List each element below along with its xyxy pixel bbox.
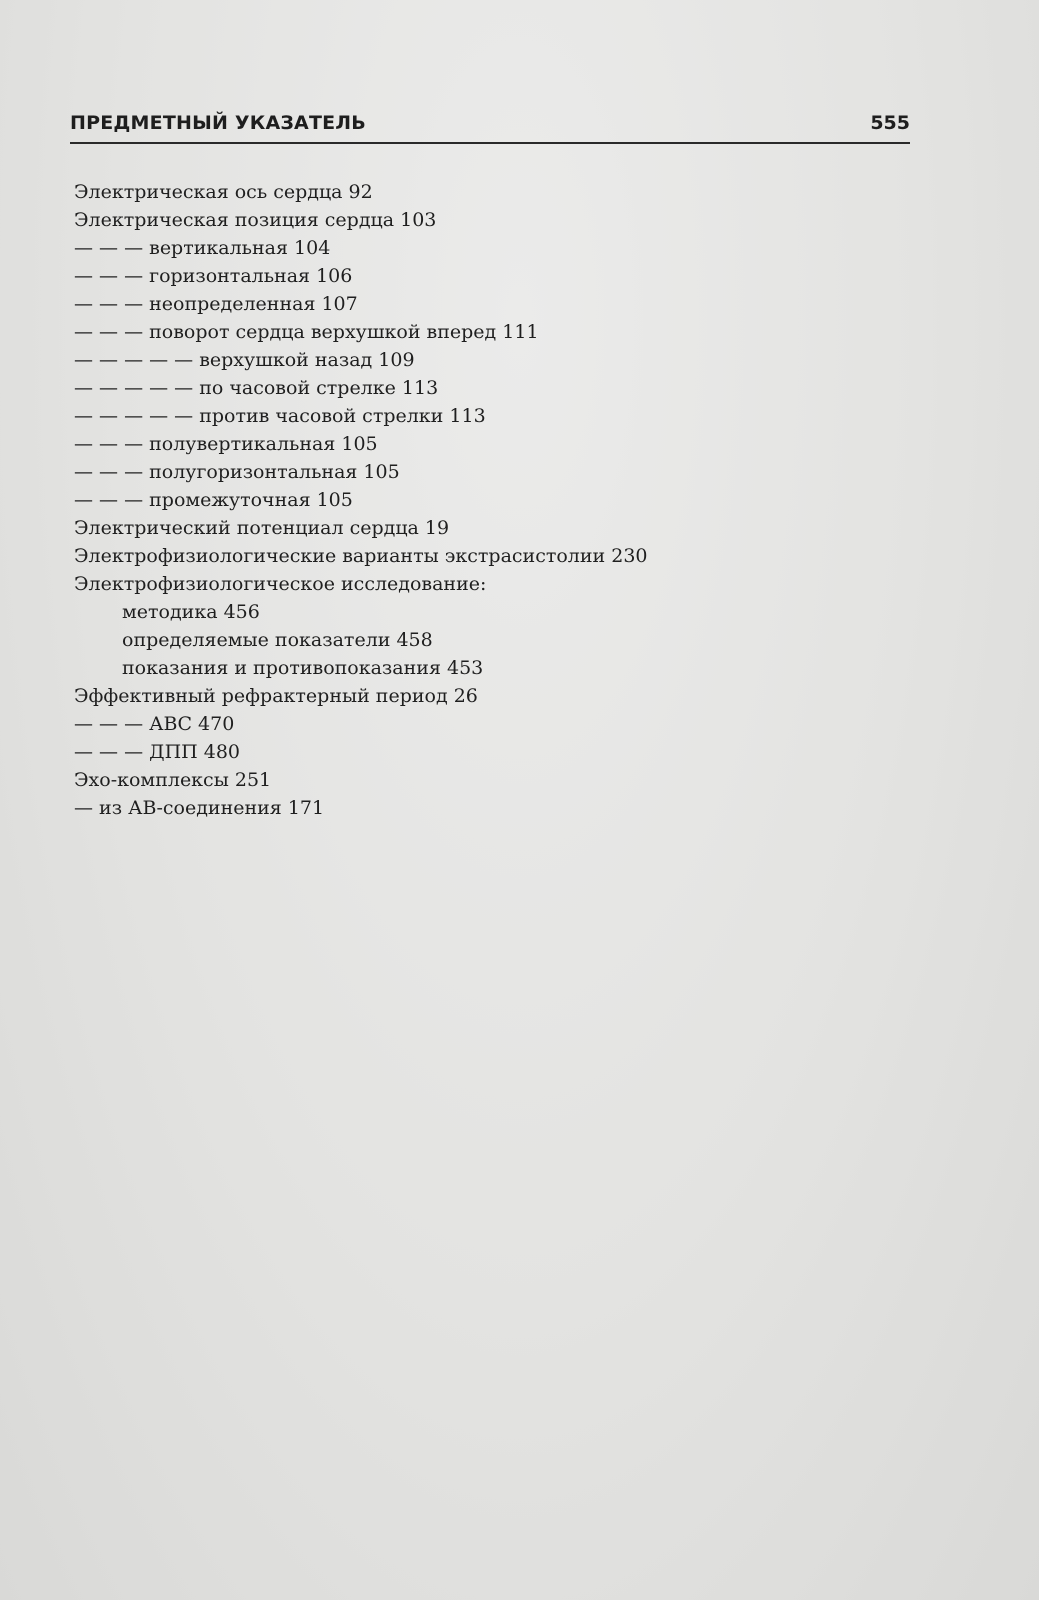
index-entry: Эффективный рефрактерный период 26: [74, 685, 478, 707]
index-entry: Электрическая позиция сердца 103: [74, 209, 437, 231]
index-entry: Электрическая ось сердца 92: [74, 181, 373, 203]
subject-index-list: [74, 178, 914, 822]
page-number: 555: [870, 112, 910, 134]
index-entry: — — — полугоризонтальная 105: [74, 461, 400, 483]
index-entry: — — — — — по часовой стрелке 113: [74, 377, 439, 399]
index-entry: Эхо-комплексы 251: [74, 769, 272, 791]
index-entry: — — — промежуточная 105: [74, 489, 353, 511]
index-entry: — — — — — верхушкой назад 109: [74, 349, 415, 371]
index-entry: показания и противопоказания 453: [122, 657, 484, 679]
index-entry: — — — поворот сердца верхушкой вперед 111: [74, 321, 539, 343]
index-entry: Электрофизиологические варианты экстрасистолии 230: [74, 545, 648, 567]
index-entry: — — — ДПП 480: [74, 741, 241, 763]
running-header: [70, 108, 910, 144]
index-entry: определяемые показатели 458: [122, 629, 433, 651]
section-title: ПРЕДМЕТНЫЙ УКАЗАТЕЛЬ: [70, 112, 366, 134]
index-entry: — — — — — против часовой стрелки 113: [74, 405, 486, 427]
index-entry: методика 456: [122, 601, 260, 623]
index-entry: — — — вертикальная 104: [74, 237, 331, 259]
index-entry: — — — АВС 470: [74, 713, 235, 735]
index-entry: Электрофизиологическое исследование:: [74, 573, 487, 595]
index-entry: — из АВ-соединения 171: [74, 797, 325, 819]
index-entry: — — — горизонтальная 106: [74, 265, 353, 287]
index-entry: Электрический потенциал сердца 19: [74, 517, 450, 539]
index-entry: — — — неопределенная 107: [74, 293, 358, 315]
index-entry: — — — полувертикальная 105: [74, 433, 378, 455]
